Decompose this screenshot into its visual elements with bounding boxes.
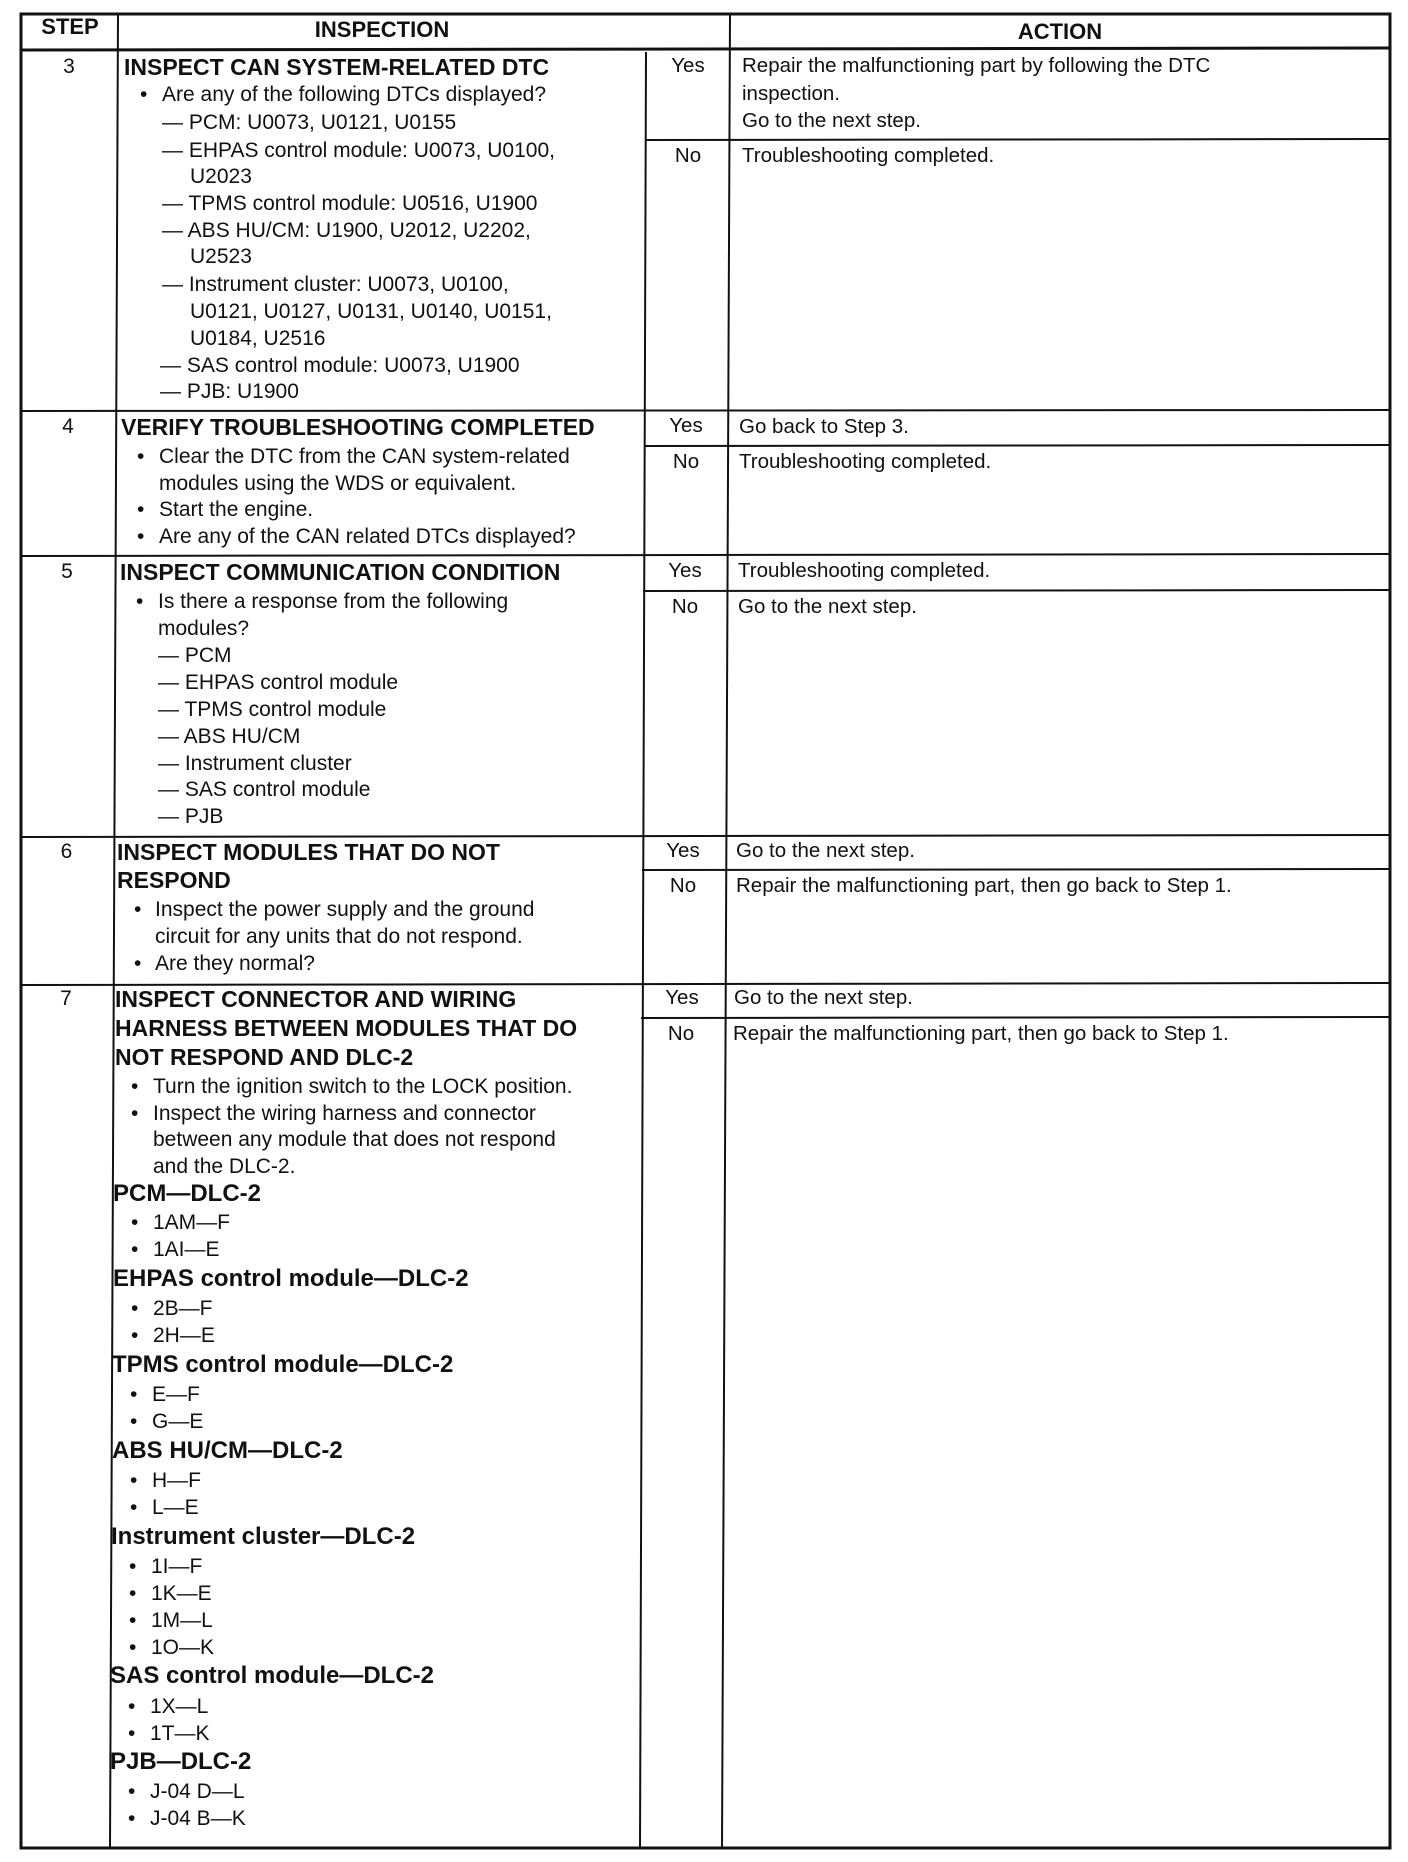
inspection-line: Inspect the power supply and the ground [155, 898, 535, 921]
answer-yes: Yes [668, 559, 702, 582]
inspection-line: — TPMS control module: U0516, U1900 [162, 192, 538, 215]
connection-item: 1AM—F [153, 1211, 231, 1234]
column-divider-step [110, 14, 118, 1848]
yes-no-divider-6 [642, 869, 1390, 870]
inspection-line: U0184, U2516 [190, 327, 326, 350]
connection-item: 1AI—E [153, 1238, 220, 1261]
step-title: INSPECT CONNECTOR AND WIRING [115, 986, 517, 1012]
bullet-icon: • [128, 1780, 136, 1803]
connection-group-heading: PJB—DLC-2 [110, 1748, 252, 1775]
inspection-line: Clear the DTC from the CAN system-related [159, 445, 570, 468]
answer-no: No [671, 595, 699, 618]
step-title: VERIFY TROUBLESHOOTING COMPLETED [121, 414, 595, 440]
step-title: HARNESS BETWEEN MODULES THAT DO [115, 1015, 578, 1041]
step-title: RESPOND [117, 867, 231, 893]
action-no: Repair the malfunctioning part, then go back to Step 1. [736, 874, 1232, 897]
step-title: NOT RESPOND AND DLC-2 [115, 1044, 414, 1070]
inspection-line: — TPMS control module [158, 698, 387, 721]
header-inspection: INSPECTION [314, 17, 450, 42]
inspection-line: — SAS control module [158, 778, 371, 801]
step-number: 3 [63, 55, 75, 78]
connection-item: E—F [152, 1383, 200, 1406]
inspection-line: Turn the ignition switch to the LOCK position. [153, 1075, 573, 1098]
inspection-line: — PCM: U0073, U0121, U0155 [162, 111, 457, 134]
inspection-line: U2523 [190, 245, 252, 268]
column-divider-inspection [722, 14, 730, 1848]
inspection-line: — ABS HU/CM [158, 725, 301, 748]
bullet-icon: • [129, 1609, 137, 1632]
inspection-line: — PJB [158, 805, 224, 828]
yes-no-divider-5 [643, 590, 1390, 591]
connection-item: 1K—E [151, 1582, 212, 1605]
answer-yes: Yes [665, 986, 699, 1009]
answer-no: No [667, 1022, 695, 1045]
yes-no-divider-4 [644, 445, 1390, 446]
inspection-line: — Instrument cluster [158, 752, 352, 775]
inspection-line: Are they normal? [155, 952, 315, 975]
inspection-line: Inspect the wiring harness and connector [153, 1102, 536, 1125]
connection-item: J-04 B—K [150, 1807, 246, 1830]
inspection-line: Start the engine. [159, 498, 314, 521]
row-divider-7 [21, 983, 1390, 985]
action-no: Repair the malfunctioning part, then go back to Step 1. [733, 1022, 1229, 1045]
step-title: INSPECT CAN SYSTEM-RELATED DTC [124, 54, 550, 80]
inspection-line: U0121, U0127, U0131, U0140, U0151, [190, 300, 552, 323]
action-no: Go to the next step. [738, 595, 917, 618]
header-step: STEP [41, 14, 99, 39]
bullet-icon: • [137, 498, 145, 521]
yes-no-divider-7 [641, 1017, 1390, 1018]
bullet-icon: • [131, 1324, 139, 1347]
bullet-icon: • [130, 1469, 138, 1492]
bullet-icon: • [131, 1297, 139, 1320]
inspection-line: Are any of the following DTCs displayed? [162, 83, 547, 106]
action-yes: Go to the next step. [734, 986, 913, 1009]
bullet-icon: • [137, 525, 145, 548]
column-divider-answer [640, 52, 646, 1848]
connection-item: 1I—F [151, 1555, 203, 1578]
inspection-line: Are any of the CAN related DTCs displayed? [159, 525, 576, 548]
bullet-icon: • [136, 590, 144, 613]
bullet-icon: • [129, 1555, 137, 1578]
row-divider-5 [21, 554, 1390, 556]
connection-item: J-04 D—L [150, 1780, 245, 1803]
connection-group-heading: ABS HU/CM—DLC-2 [112, 1437, 343, 1464]
answer-yes: Yes [666, 839, 700, 862]
inspection-line: — SAS control module: U0073, U1900 [160, 354, 520, 377]
inspection-line: — EHPAS control module [158, 671, 399, 694]
bullet-icon: • [137, 445, 145, 468]
bullet-icon: • [131, 1238, 139, 1261]
connection-item: 2B—F [153, 1297, 213, 1320]
action-yes: Go back to Step 3. [739, 415, 909, 438]
answer-yes: Yes [671, 54, 705, 77]
header-action: ACTION [1017, 19, 1103, 44]
connection-item: 1O—K [151, 1636, 215, 1659]
action-yes: inspection. [742, 82, 841, 105]
yes-no-divider-3 [645, 139, 1390, 140]
action-no: Troubleshooting completed. [739, 450, 992, 473]
inspection-line: U2023 [190, 165, 252, 188]
inspection-line: and the DLC-2. [153, 1155, 296, 1178]
bullet-icon: • [129, 1636, 137, 1659]
connection-group-heading: Instrument cluster—DLC-2 [111, 1523, 416, 1550]
bullet-icon: • [134, 898, 142, 921]
step-number: 4 [62, 415, 74, 438]
inspection-line: — Instrument cluster: U0073, U0100, [162, 273, 509, 296]
action-yes: Go to the next step. [742, 109, 921, 132]
connection-item: 2H—E [153, 1324, 215, 1347]
connection-item: L—E [152, 1496, 199, 1519]
connection-group-heading: PCM—DLC-2 [113, 1180, 261, 1207]
connection-group-heading: EHPAS control module—DLC-2 [113, 1265, 469, 1292]
step-title: INSPECT MODULES THAT DO NOT [117, 839, 500, 865]
bullet-icon: • [128, 1695, 136, 1718]
connection-item: 1X—L [150, 1695, 209, 1718]
inspection-line: circuit for any units that do not respond. [155, 925, 523, 948]
step-title: INSPECT COMMUNICATION CONDITION [120, 559, 561, 585]
inspection-line: — PCM [158, 644, 232, 667]
inspection-line: modules? [158, 617, 250, 640]
bullet-icon: • [131, 1102, 139, 1125]
bullet-icon: • [130, 1496, 138, 1519]
answer-yes: Yes [669, 414, 703, 437]
inspection-line: — ABS HU/CM: U1900, U2012, U2202, [162, 219, 531, 242]
answer-no: No [674, 144, 702, 167]
bullet-icon: • [130, 1410, 138, 1433]
action-yes: Go to the next step. [736, 839, 915, 862]
step-number: 7 [60, 987, 72, 1010]
action-yes: Troubleshooting completed. [738, 559, 991, 582]
bullet-icon: • [131, 1211, 139, 1234]
action-no: Troubleshooting completed. [742, 144, 995, 167]
bullet-icon: • [130, 1383, 138, 1406]
row-divider-6 [21, 835, 1390, 837]
inspection-line: — EHPAS control module: U0073, U0100, [162, 139, 555, 162]
connection-item: 1M—L [151, 1609, 213, 1632]
inspection-line: between any module that does not respond [153, 1128, 556, 1151]
answer-no: No [672, 450, 700, 473]
connection-item: 1T—K [150, 1722, 210, 1745]
row-divider-4 [21, 410, 1390, 411]
connection-group-heading: TPMS control module—DLC-2 [112, 1351, 454, 1378]
bullet-icon: • [140, 83, 148, 106]
action-yes: Repair the malfunctioning part by following the DTC [742, 54, 1211, 77]
inspection-line: Is there a response from the following [158, 590, 509, 613]
inspection-line: — PJB: U1900 [160, 380, 299, 403]
inspection-line: modules using the WDS or equivalent. [159, 472, 517, 495]
bullet-icon: • [129, 1582, 137, 1605]
step-number: 6 [60, 840, 73, 863]
connection-group-heading: SAS control module—DLC-2 [110, 1662, 435, 1689]
bullet-icon: • [128, 1722, 136, 1745]
bullet-icon: • [134, 952, 142, 975]
header-rule [21, 48, 1390, 50]
connection-item: G—E [152, 1410, 204, 1433]
step-number: 5 [61, 560, 73, 583]
connection-item: H—F [152, 1469, 201, 1492]
bullet-icon: • [131, 1075, 139, 1098]
answer-no: No [669, 874, 697, 897]
bullet-icon: • [128, 1807, 136, 1830]
